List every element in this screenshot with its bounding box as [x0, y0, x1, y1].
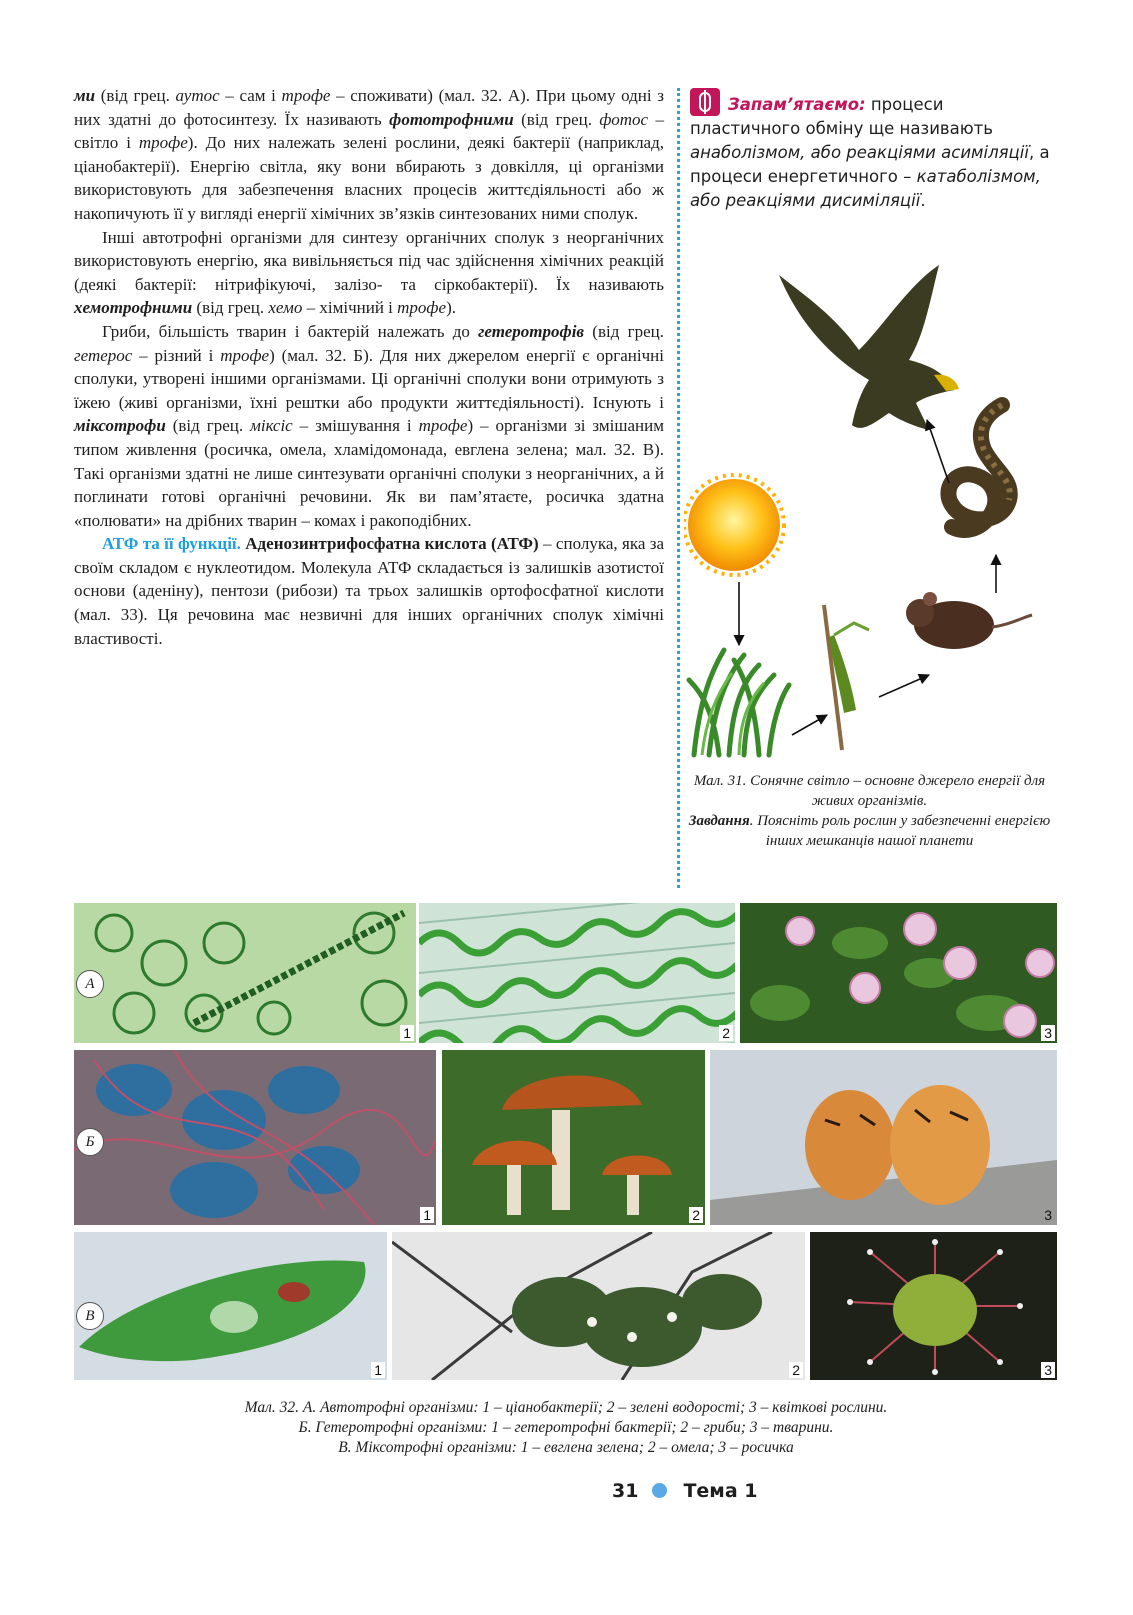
photo-fungi: 2 [442, 1050, 705, 1225]
sun-image [684, 475, 784, 575]
row-label-a: А [76, 970, 104, 998]
page-footer [612, 1480, 758, 1502]
photo-flowering-plants: 3 [740, 903, 1057, 1043]
paragraph-chemotrophs: Інші автотрофні організми для синтезу органічних сполук з неорганічних використовують енергію, яка вивільняється під час здійснення хімічних реакцій (деякі бактерії: нітрифікуючі, залізо- та сіркобактерії). Їх називають хемотрофними (від грец. хемо – хімічний і трофе). [74, 227, 664, 318]
topic-label: Тема 1 [683, 1480, 758, 1502]
section-heading-atp: АТФ та її функції. [102, 534, 241, 554]
eagle-image [779, 265, 959, 430]
energy-flow-arrows [739, 420, 996, 735]
paragraph-heterotrophs: Гриби, більшість тварин і бактерій належать до гетеротрофів (від грец. гетерос – різний і трофе) (мал. 32. Б). Для них джерелом енергії є органічні сполуки, утворені іншими організмами. Ці органічні сполуки вони отримують з їжею (живі організми, їхні рештки або продукти життєдіяльності). Існують і міксотрофи (від грец. міксіс – змішування і трофе) – організми зі змішаним типом живлення (росичка, омела, хламідомонада, евглена зелена; мал. 32. В). Такі організми здатні не лише синтезувати органічні сполуки з неорганічних, а й поглинати готові органічні речовини. Як ви пам’ятаєте, росичка здатна «полювати» на дрібних тварин – комах і ракоподібних. [74, 321, 664, 530]
photo-euglena: 1 [74, 1232, 387, 1380]
paragraph-atp: АТФ та її функції. Аденозинтрифосфатна кислота (АТФ) – сполука, яка за своїм складом є нуклеотидом. Молекула АТФ складається із залишків азотистої основи (аденіну), пентози (рибози) та трьох залишків ортофосфатної кислоти (мал. 33). Ця речовина має незвичні для інших органічних сполук хімічні властивості. [74, 534, 664, 648]
remember-icon [690, 88, 720, 116]
row-label-c: В [76, 1302, 104, 1330]
grass-image [689, 650, 789, 755]
paragraph-autotrophs: ми (від грец. аутос – сам і трофе – споживати) (мал. 32. А). При цьому одні з них здатні до фотосинтезу. Їх називають фототрофними (від грец. фотос – світло і трофе). До них належать зелені рослини, деякі бактерії (наприклад, ціанобактерії). Енергію світла, яку вони вбирають з довкілля, ці організми використовують для забезпечення власних процесів життєдіяльності або ж накопичують її у вигляді енергії хімічних зв’язків синтезованих ними сполук. [74, 86, 664, 223]
photo-green-algae: 2 [419, 903, 735, 1043]
remember-note: Запам’ятаємо: процеси пластичного обміну ще називають анаболізмом, або реакціями асиміляції, а процеси енергетичного – катаболізмом, або реакціями дисиміляції. [690, 88, 1050, 213]
main-text [74, 84, 664, 650]
snake-image [948, 405, 1009, 530]
figure-32-caption: Мал. 32. А. Автотрофні організми: 1 – ціанобактерії; 2 – зелені водорості; 3 – квіткові рослини. Б. Гетеротрофні організми: 1 – гетеротрофні бактерії; 2 – гриби; 3 – тварини. В. Міксотрофні організми: 1 – евглена зелена; 2 – омела; 3 – росичка [244, 1399, 888, 1456]
row-label-b: Б [76, 1128, 104, 1156]
bullet-dot-icon [652, 1483, 667, 1498]
figure-31-caption: Мал. 31. Сонячне світло – основне джерело енергії для живих організмів. Завдання. Поясніть роль рослин у забезпеченні енергією інших мешканців нашої планети [688, 773, 1051, 849]
photo-heterotrophic-bacteria: 1 [74, 1050, 436, 1225]
column-divider [677, 88, 680, 888]
food-chain-illustration [684, 255, 1056, 760]
photo-animals-tigers: 3 [710, 1050, 1057, 1225]
page-number: 31 [612, 1480, 639, 1502]
mouse-image [906, 592, 1032, 649]
task-label: Завдання [688, 813, 750, 829]
photo-mistletoe: 2 [392, 1232, 805, 1380]
photo-sundew: 3 [810, 1232, 1057, 1380]
photo-cyanobacteria: 1 [74, 903, 416, 1043]
mantis-image [824, 605, 869, 750]
